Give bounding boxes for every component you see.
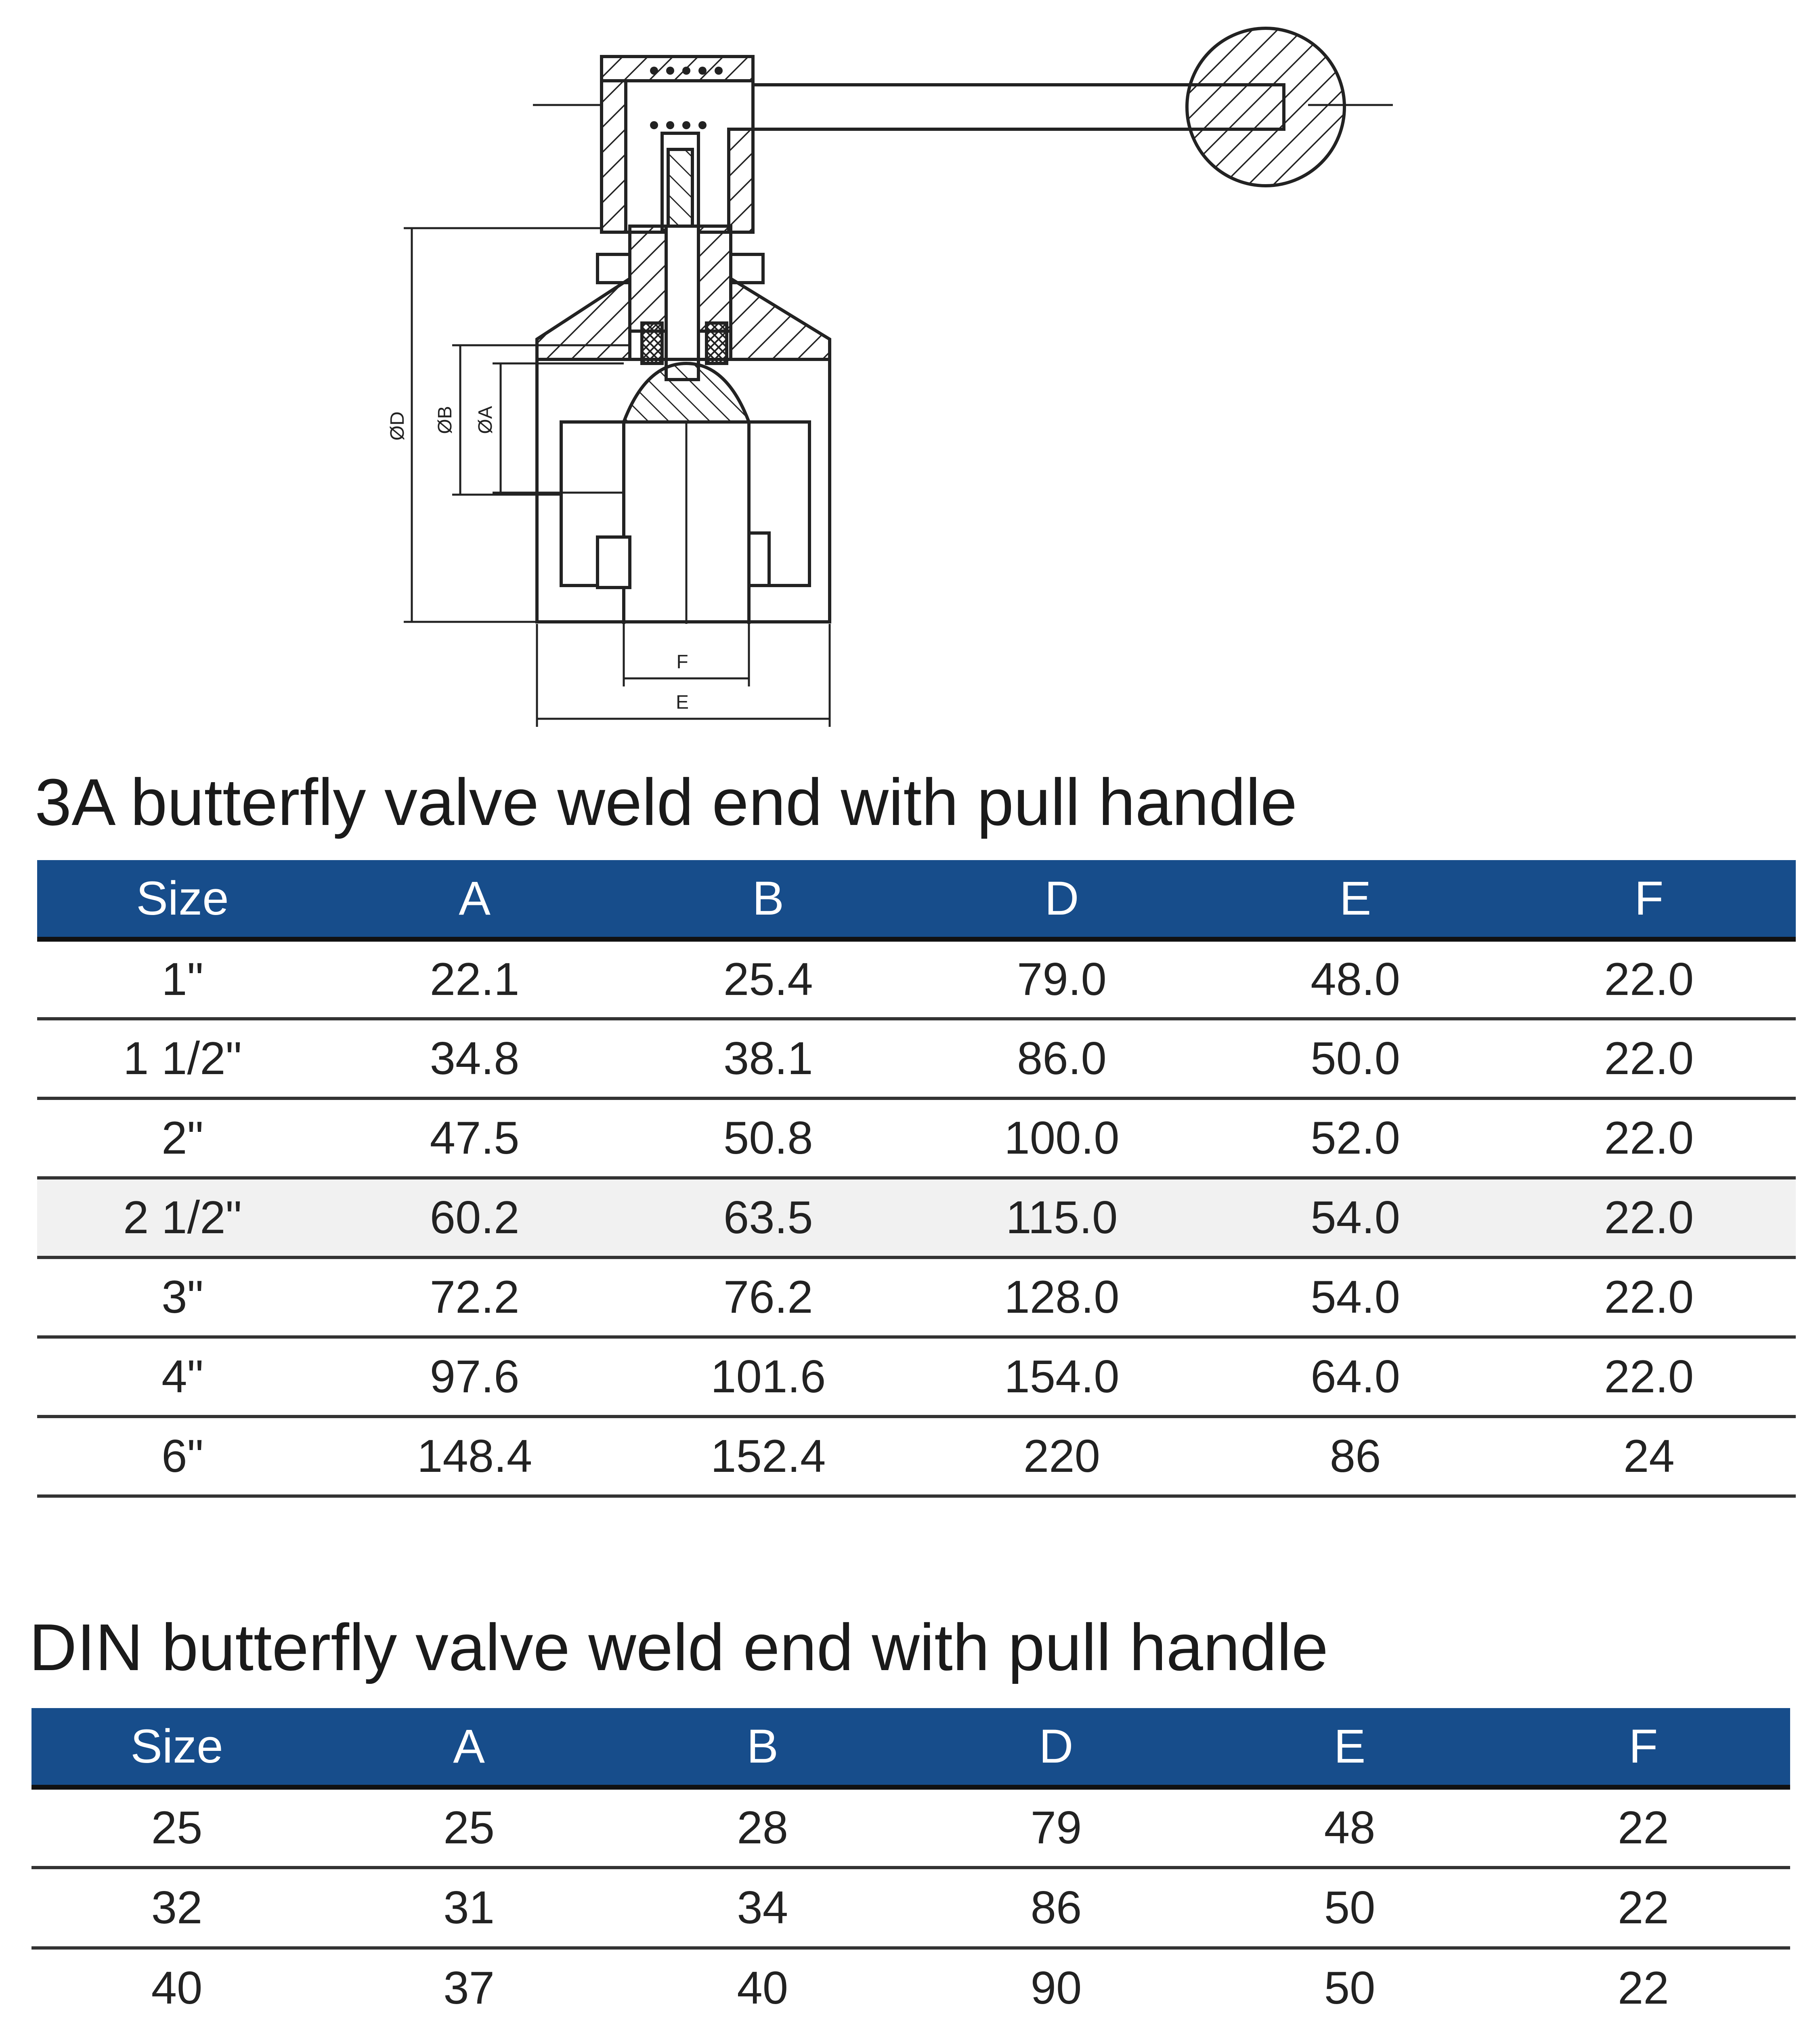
value-cell: 86 <box>909 1868 1203 1948</box>
table-title-din: DIN butterfly valve weld end with pull handle <box>29 1610 1328 1684</box>
table-row <box>31 1948 1790 2019</box>
value-cell: 148.4 <box>328 1417 621 1496</box>
dim-label-b: ØB <box>434 406 456 434</box>
table-row <box>37 1337 1796 1417</box>
seal-left <box>642 323 662 363</box>
value-cell: 52.0 <box>1209 1098 1502 1178</box>
size-cell: 25 <box>31 1787 322 1868</box>
value-cell: 50 <box>1203 1868 1497 1948</box>
value-cell: 25 <box>322 1787 616 1868</box>
size-cell: 1" <box>37 939 328 1019</box>
value-cell: 34 <box>616 1868 909 1948</box>
value-cell: 22 <box>1497 1787 1790 1868</box>
value-cell: 22.1 <box>328 939 621 1019</box>
value-cell: 86 <box>1209 1417 1502 1496</box>
seal-right <box>707 323 727 363</box>
value-cell: 152.4 <box>621 1417 915 1496</box>
value-cell: 34.8 <box>328 1019 621 1098</box>
value-cell: 54.0 <box>1209 1257 1502 1337</box>
value-cell: 40 <box>616 1948 909 2019</box>
value-cell: 28 <box>616 1787 909 1868</box>
col-header-f: F <box>1497 1708 1790 1787</box>
col-header-b: B <box>621 860 915 939</box>
neck-nut-right <box>731 254 763 283</box>
size-cell: 3" <box>37 1257 328 1337</box>
col-header-f: F <box>1502 860 1796 939</box>
col-header-size: Size <box>31 1708 322 1787</box>
table-title-3a: 3A butterfly valve weld end with pull handle <box>35 765 1298 839</box>
col-header-e: E <box>1209 860 1502 939</box>
handle-knob <box>1187 28 1344 186</box>
value-cell: 115.0 <box>915 1178 1208 1257</box>
table-row <box>37 1417 1796 1496</box>
col-header-d: D <box>915 860 1208 939</box>
size-cell: 6" <box>37 1417 328 1496</box>
value-cell: 31 <box>322 1868 616 1948</box>
value-cell: 22.0 <box>1502 1337 1796 1417</box>
valve-technical-drawing <box>0 0 1820 731</box>
size-cell: 2" <box>37 1098 328 1178</box>
value-cell: 90 <box>909 1948 1203 2019</box>
table-row <box>37 939 1796 1019</box>
value-cell: 22.0 <box>1502 1098 1796 1178</box>
value-cell: 47.5 <box>328 1098 621 1178</box>
col-header-b: B <box>616 1708 909 1787</box>
value-cell: 37 <box>322 1948 616 2019</box>
neck-nut-left <box>598 254 630 283</box>
value-cell: 22.0 <box>1502 1019 1796 1098</box>
value-cell: 48.0 <box>1209 939 1502 1019</box>
value-cell: 54.0 <box>1209 1178 1502 1257</box>
size-cell: 1 1/2" <box>37 1019 328 1098</box>
table-row <box>31 1787 1790 1868</box>
value-cell: 79.0 <box>915 939 1208 1019</box>
col-header-e: E <box>1203 1708 1497 1787</box>
dim-label-a: ØA <box>475 406 496 434</box>
value-cell: 60.2 <box>328 1178 621 1257</box>
size-cell: 4" <box>37 1337 328 1417</box>
value-cell: 79 <box>909 1787 1203 1868</box>
col-header-a: A <box>328 860 621 939</box>
value-cell: 97.6 <box>328 1337 621 1417</box>
size-cell: 2 1/2" <box>37 1178 328 1257</box>
dim-label-e: E <box>675 692 689 713</box>
value-cell: 101.6 <box>621 1337 915 1417</box>
table-header-row <box>37 860 1796 939</box>
value-cell: 64.0 <box>1209 1337 1502 1417</box>
col-header-a: A <box>322 1708 616 1787</box>
value-cell: 25.4 <box>621 939 915 1019</box>
table-header-row <box>31 1708 1790 1787</box>
value-cell: 76.2 <box>621 1257 915 1337</box>
value-cell: 63.5 <box>621 1178 915 1257</box>
value-cell: 22.0 <box>1502 1178 1796 1257</box>
value-cell: 22 <box>1497 1948 1790 2019</box>
value-cell: 220 <box>915 1417 1208 1496</box>
col-header-size: Size <box>37 860 328 939</box>
value-cell: 86.0 <box>915 1019 1208 1098</box>
value-cell: 22.0 <box>1502 939 1796 1019</box>
col-header-d: D <box>909 1708 1203 1787</box>
value-cell: 50.8 <box>621 1098 915 1178</box>
value-cell: 128.0 <box>915 1257 1208 1337</box>
table-row <box>37 1178 1796 1257</box>
bolt-bottom-left <box>598 537 630 588</box>
spec-table-din <box>31 1708 1790 2019</box>
value-cell: 100.0 <box>915 1098 1208 1178</box>
value-cell: 22 <box>1497 1868 1790 1948</box>
value-cell: 154.0 <box>915 1337 1208 1417</box>
table-row <box>31 1868 1790 1948</box>
valve-body-upper <box>537 279 630 359</box>
value-cell: 24 <box>1502 1417 1796 1496</box>
table-row <box>37 1019 1796 1098</box>
dim-label-d: ØD <box>387 411 408 441</box>
spec-table-3a <box>37 860 1796 1498</box>
size-cell: 40 <box>31 1948 322 2019</box>
table-row <box>37 1257 1796 1337</box>
value-cell: 22.0 <box>1502 1257 1796 1337</box>
bolt-bottom-right <box>749 533 769 586</box>
size-cell: 32 <box>31 1868 322 1948</box>
value-cell: 50.0 <box>1209 1019 1502 1098</box>
dim-label-f: F <box>676 651 688 673</box>
table-row <box>37 1098 1796 1178</box>
value-cell: 38.1 <box>621 1019 915 1098</box>
value-cell: 50 <box>1203 1948 1497 2019</box>
butterfly-disc <box>624 363 749 422</box>
value-cell: 48 <box>1203 1787 1497 1868</box>
value-cell: 72.2 <box>328 1257 621 1337</box>
